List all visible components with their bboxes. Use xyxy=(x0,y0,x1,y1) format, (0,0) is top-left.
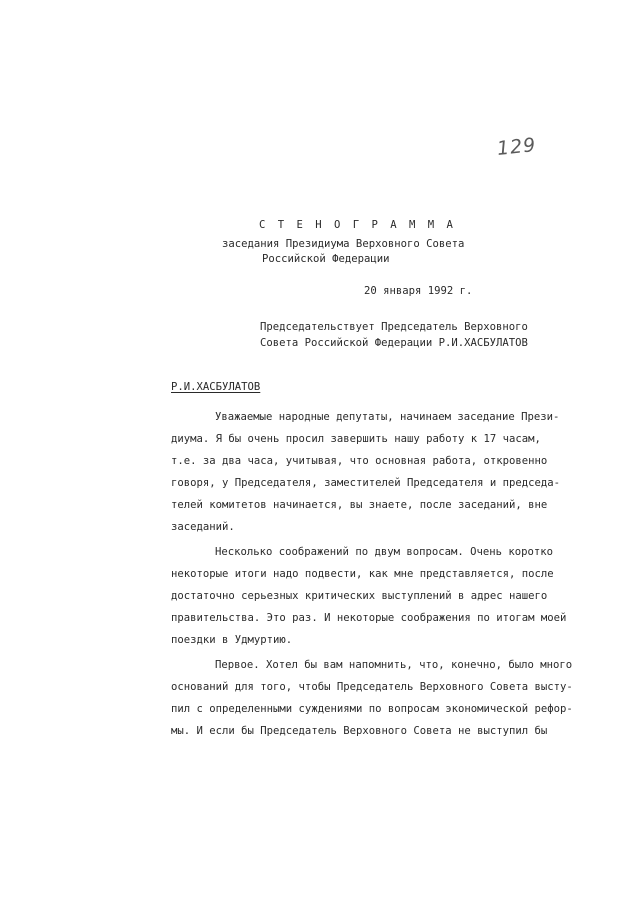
body-line: телей комитетов начинается, вы знаете, после заседаний, вне xyxy=(171,499,548,511)
body-line: заседаний. xyxy=(171,521,235,533)
body-line: говоря, у Председателя, заместителей Председателя и председа- xyxy=(171,477,561,489)
body-line: Несколько соображений по двум вопросам. Очень коротко xyxy=(215,546,554,558)
speaker-name: Р.И.ХАСБУЛАТОВ xyxy=(171,381,261,393)
body-line: мы. И если бы Председатель Верховного Совета не выступил бы xyxy=(171,725,548,737)
body-line: т.е. за два часа, учитывая, что основная работа, откровенно xyxy=(171,455,548,467)
page-number: 129 xyxy=(495,134,538,160)
chairman-line-2: Совета Российской Федерации Р.И.ХАСБУЛАТОВ xyxy=(260,337,528,349)
body-line: поездки в Удмуртию. xyxy=(171,634,293,646)
body-line: Уважаемые народные депутаты, начинаем заседание Прези- xyxy=(215,411,560,423)
body-line: некоторые итоги надо подвести, как мне представляется, после xyxy=(171,568,554,580)
body-line: пил с определенными суждениями по вопросам экономической рефор- xyxy=(171,703,573,715)
body-line: правительства. Это раз. И некоторые соображения по итогам моей xyxy=(171,612,567,624)
chairman-line-1: Председательствует Председатель Верховного xyxy=(260,321,528,333)
document-title: С Т Е Н О Г Р А М М А xyxy=(259,219,456,231)
body-line: достаточно серьезных критических выступлений в адрес нашего xyxy=(171,590,548,602)
body-line: оснований для того, чтобы Председатель Верховного Совета высту- xyxy=(171,681,573,693)
subtitle-line-1: заседания Президиума Верховного Совета xyxy=(222,238,465,250)
body-line: Первое. Хотел бы вам напомнить, что, конечно, было много xyxy=(215,659,573,671)
subtitle-line-2: Российской Федерации xyxy=(262,253,390,265)
body-line: диума. Я бы очень просил завершить нашу работу к 17 часам, xyxy=(171,433,541,445)
document-date: 20 января 1992 г. xyxy=(364,285,473,297)
